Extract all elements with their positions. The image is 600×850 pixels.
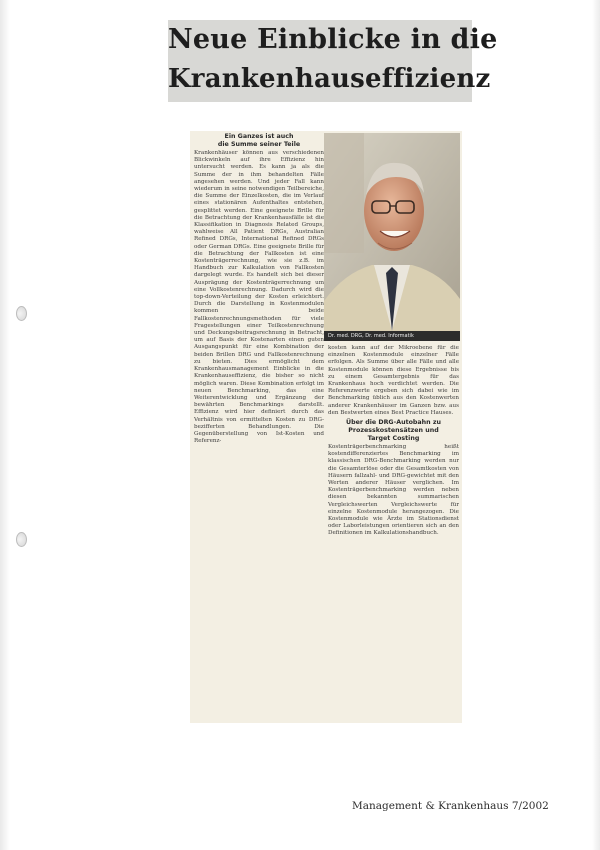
photo-caption-bar xyxy=(324,331,460,341)
article-body-right: kosten kann auf der Mikroebene für die einzelnen Kostenmodule einzelner Fälle erfolgen. Als Summe über alle Fälle und alle Kostenmodule können diese Ergebnisse bis zu einem Gesamtergebnis für das Krankenhaus hoch verdichtet werden. Die Referenzwerte ergeben sich dabei wie im Benchmarking üblich aus den Kostenwerten anderer Krankenhäuser im Ganzen bzw. aus den Bestwerten eines Best Practice Hauses. xyxy=(328,345,459,416)
section-heading-2: Über die DRG-Autobahn zu Prozesskostensätzen und Target Costing xyxy=(346,419,441,443)
section-heading-1: Ein Ganzes ist auch die Summe seiner Teile xyxy=(217,133,301,148)
punch-hole-icon xyxy=(16,532,27,547)
source-footer: Management & Krankenhaus 7/2002 xyxy=(352,800,549,812)
portrait-image-icon xyxy=(324,133,460,331)
portrait-photo xyxy=(324,133,460,331)
photo-caption: Dr. med. DRG, Dr. med. Informatik xyxy=(328,333,414,339)
headline-block xyxy=(168,20,498,102)
punch-hole-icon xyxy=(16,306,27,321)
article-column-left xyxy=(194,133,324,721)
article-body-right-2: Kostenträgerbenchmarking heißt kostendifferenziertes Benchmarking im klassischen DRG-Benchmarking werden nur die Gesamterlöse oder die Gesamtkosten von Häusern fallzahl- und DRG-gewichtet mit den Werten anderer Häuser verglichen. Im Kostenträgerbenchmarking werden neben diesen bekannten summarischen Vergleichswerten Vergleichswerte für einzelne Kostenmodule herangezogen. Die Kostenmodule wie Ärzte im Stationsdienst oder Laborleistungen orientieren sich an den Definitionen im Kalkulationshandbuch. xyxy=(328,444,459,537)
page-edge-left xyxy=(0,0,10,850)
headline-line-1: Neue Einblicke in die xyxy=(168,24,498,55)
article-clipping xyxy=(190,131,462,723)
page-edge-right xyxy=(592,0,600,850)
headline-line-2: Krankenhauseffizienz xyxy=(168,64,491,94)
article-column-right xyxy=(328,345,459,721)
article-body-left: Krankenhäuser können aus verschiedenen Blickwinkeln auf ihre Effizienz hin untersucht werden. Es kann ja als die Summe der in ihm behandelten Fälle angesehen werden. Und jeder Fall kann wiederum in seine notwendigen Teilbereiche, die Summe der Einzelkosten, die im Verlauf eines stationären Aufenthaltes entstehen, gesplittet werden. Eine geeignete Brille für die Betrachtung der Krankenhausfälle ist die Klassifikation in Diagnosis Related Groups, wahlweise All Patient DRGs, Australian Refined DRGs, International Refined DRGs oder German DRGs. Eine geeignete Brille für die Betrachtung der Fallkosten ist eine Kostenträgerrechnung, wie sie z.B. im Handbuch zur Kalkulation von Fallkosten dargelegt wurde. Es handelt sich bei dieser Ausprägung der Kostenträgerrechnung um eine Vollkostenrechnung. Dadurch wird die top-down-Verteilung der Kosten erleichtert. Durch die Darstellung in Kostenmodulen kommen beide Fallkostenrechnungsmethoden für viele Fragestellungen einer Teilkostenrechnung und Deckungsbeitragsrechnung in Betracht, um auf Basis der Kostenarten einen guten Ausgangspunkt für eine Kombination der beiden Brillen DRG und Fallkostenrechnung zu bieten. Dies ermöglicht dem Krankenhausmanagement Einblicke in die Krankenhauseffizienz, die bisher so nicht möglich waren. Diese Kombination erfolgt im neuen Benchmarking, das eine Weiterentwicklung und Ergänzung der bewährten Benchmarkings darstellt. Effizienz wird hier definiert durch das Verhältnis von ermittelten Kosten zu DRG-bezifferten Behandlungen. Die Gegenüberstellung von Ist-Kosten und Referenz- xyxy=(194,150,324,445)
